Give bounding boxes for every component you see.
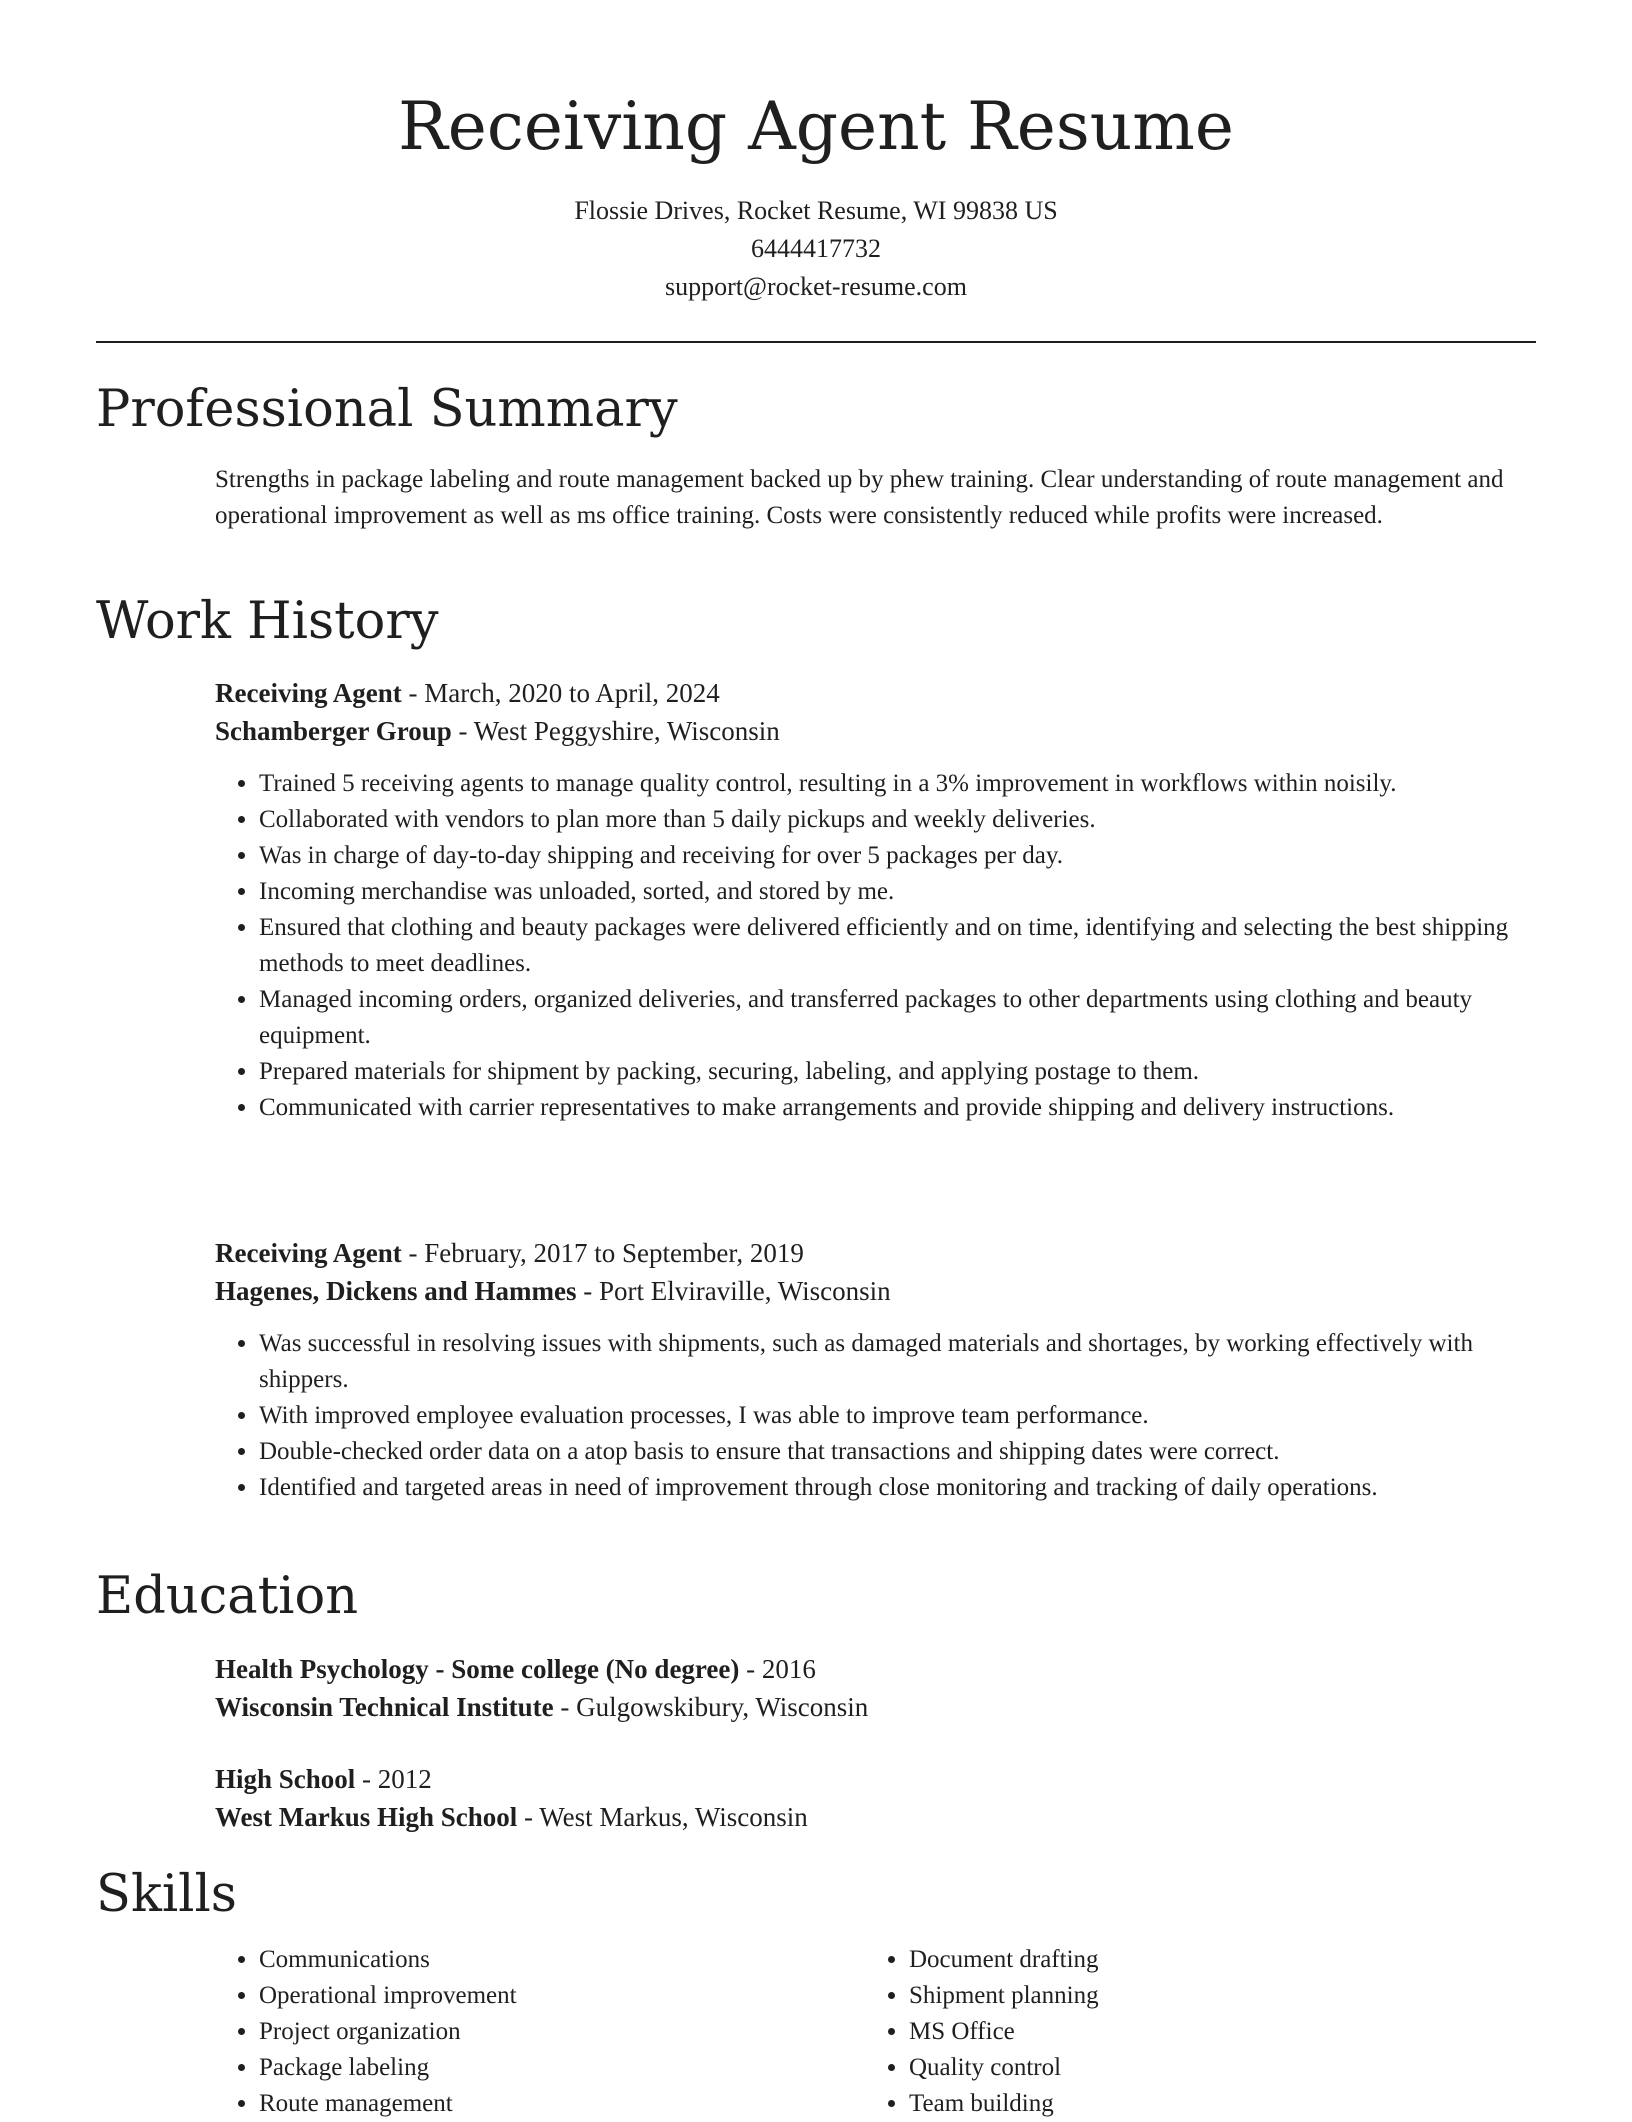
education-year: - 2012 <box>355 1764 432 1794</box>
summary-text: Strengths in package labeling and route management backed up by phew training. Clear understanding of route management and operational improvement as well as ms office training. Costs were consistently reduced while profits were increased. <box>215 466 1504 529</box>
job-bullets <box>215 1326 1535 1506</box>
job-bullets <box>215 766 1535 1126</box>
skill-item: • Package labeling <box>259 2050 815 2086</box>
job-bullet: • Communicated with carrier representatives to make arrangements and provide shipping and delivery instructions. <box>259 1090 1535 1126</box>
job-bullet: • Was in charge of day-to-day shipping and receiving for over 5 packages per day. <box>259 838 1535 874</box>
job-company-line <box>215 712 1535 750</box>
contact-email: support@rocket-resume.com <box>665 272 967 301</box>
education-year: - 2016 <box>739 1654 816 1684</box>
skills-column-left <box>215 1942 815 2122</box>
education-school: West Markus High School <box>215 1802 518 1832</box>
skill-item: • Operational improvement <box>259 1978 815 2014</box>
skill-item: • Team building <box>909 2086 1465 2122</box>
skill-item: • MS Office <box>909 2014 1465 2050</box>
education-degree: High School <box>215 1764 356 1794</box>
education-entry-1 <box>215 1650 1535 1726</box>
education-school-line <box>215 1798 1535 1836</box>
job-bullet: • Was successful in resolving issues with shipments, such as damaged materials and shortages, by working effectively with shippers. <box>259 1326 1535 1398</box>
skills-heading: Skills <box>96 1865 237 1924</box>
skill-item: • Communications <box>259 1942 815 1978</box>
skills-list <box>865 1942 1465 2122</box>
job-title-line <box>215 1234 1535 1272</box>
job-company: Hagenes, Dickens and Hammes <box>215 1276 577 1306</box>
job-company-line <box>215 1272 1535 1310</box>
education-degree-line <box>215 1760 1535 1798</box>
skill-item: • Project organization <box>259 2014 815 2050</box>
education-heading: Education <box>96 1567 359 1626</box>
contact-address: Flossie Drives, Rocket Resume, WI 99838 US <box>574 196 1058 225</box>
work-history-heading: Work History <box>96 592 439 651</box>
job-dates: - February, 2017 to September, 2019 <box>401 1238 804 1268</box>
job-entry-2 <box>215 1234 1535 1506</box>
job-bullet: • Collaborated with vendors to plan more than 5 daily pickups and weekly deliveries. <box>259 802 1535 838</box>
job-bullet: • With improved employee evaluation processes, I was able to improve team performance. <box>259 1398 1535 1434</box>
skills-list <box>215 1942 815 2122</box>
skills-column-right <box>865 1942 1465 2122</box>
job-bullet: • Incoming merchandise was unloaded, sorted, and stored by me. <box>259 874 1535 910</box>
education-location: - West Markus, Wisconsin <box>517 1802 808 1832</box>
job-location: - Port Elviraville, Wisconsin <box>576 1276 891 1306</box>
contact-info <box>0 192 1632 306</box>
job-entry-1 <box>215 674 1535 1126</box>
job-bullet: • Double-checked order data on a atop basis to ensure that transactions and shipping dates were correct. <box>259 1434 1535 1470</box>
job-title: Receiving Agent <box>215 1238 402 1268</box>
education-degree: Health Psychology - Some college (No degree) <box>215 1654 740 1684</box>
education-school-line <box>215 1688 1535 1726</box>
job-title: Receiving Agent <box>215 678 402 708</box>
contact-phone: 6444417732 <box>751 234 881 263</box>
resume-title: Receiving Agent Resume <box>398 88 1234 165</box>
job-bullet: • Trained 5 receiving agents to manage quality control, resulting in a 3% improvement in workflows within noisily. <box>259 766 1535 802</box>
job-bullet: • Managed incoming orders, organized deliveries, and transferred packages to other departments using clothing and beauty equipment. <box>259 982 1535 1054</box>
education-school: Wisconsin Technical Institute <box>215 1692 554 1722</box>
education-entry-2 <box>215 1760 1535 1836</box>
job-bullet: • Ensured that clothing and beauty packages were delivered efficiently and on time, identifying and selecting the best shipping methods to meet deadlines. <box>259 910 1535 982</box>
education-location: - Gulgowskibury, Wisconsin <box>553 1692 869 1722</box>
skill-item: • Document drafting <box>909 1942 1465 1978</box>
skill-item: • Quality control <box>909 2050 1465 2086</box>
job-bullet: • Prepared materials for shipment by packing, securing, labeling, and applying postage to them. <box>259 1054 1535 1090</box>
education-degree-line <box>215 1650 1535 1688</box>
skill-item: • Route management <box>259 2086 815 2122</box>
summary-heading: Professional Summary <box>96 380 678 439</box>
job-location: - West Peggyshire, Wisconsin <box>451 716 780 746</box>
job-bullet: • Identified and targeted areas in need of improvement through close monitoring and tracking of daily operations. <box>259 1470 1535 1506</box>
skill-item: • Shipment planning <box>909 1978 1465 2014</box>
job-company: Schamberger Group <box>215 716 452 746</box>
header-divider <box>96 341 1536 343</box>
job-dates: - March, 2020 to April, 2024 <box>401 678 720 708</box>
job-title-line <box>215 674 1535 712</box>
